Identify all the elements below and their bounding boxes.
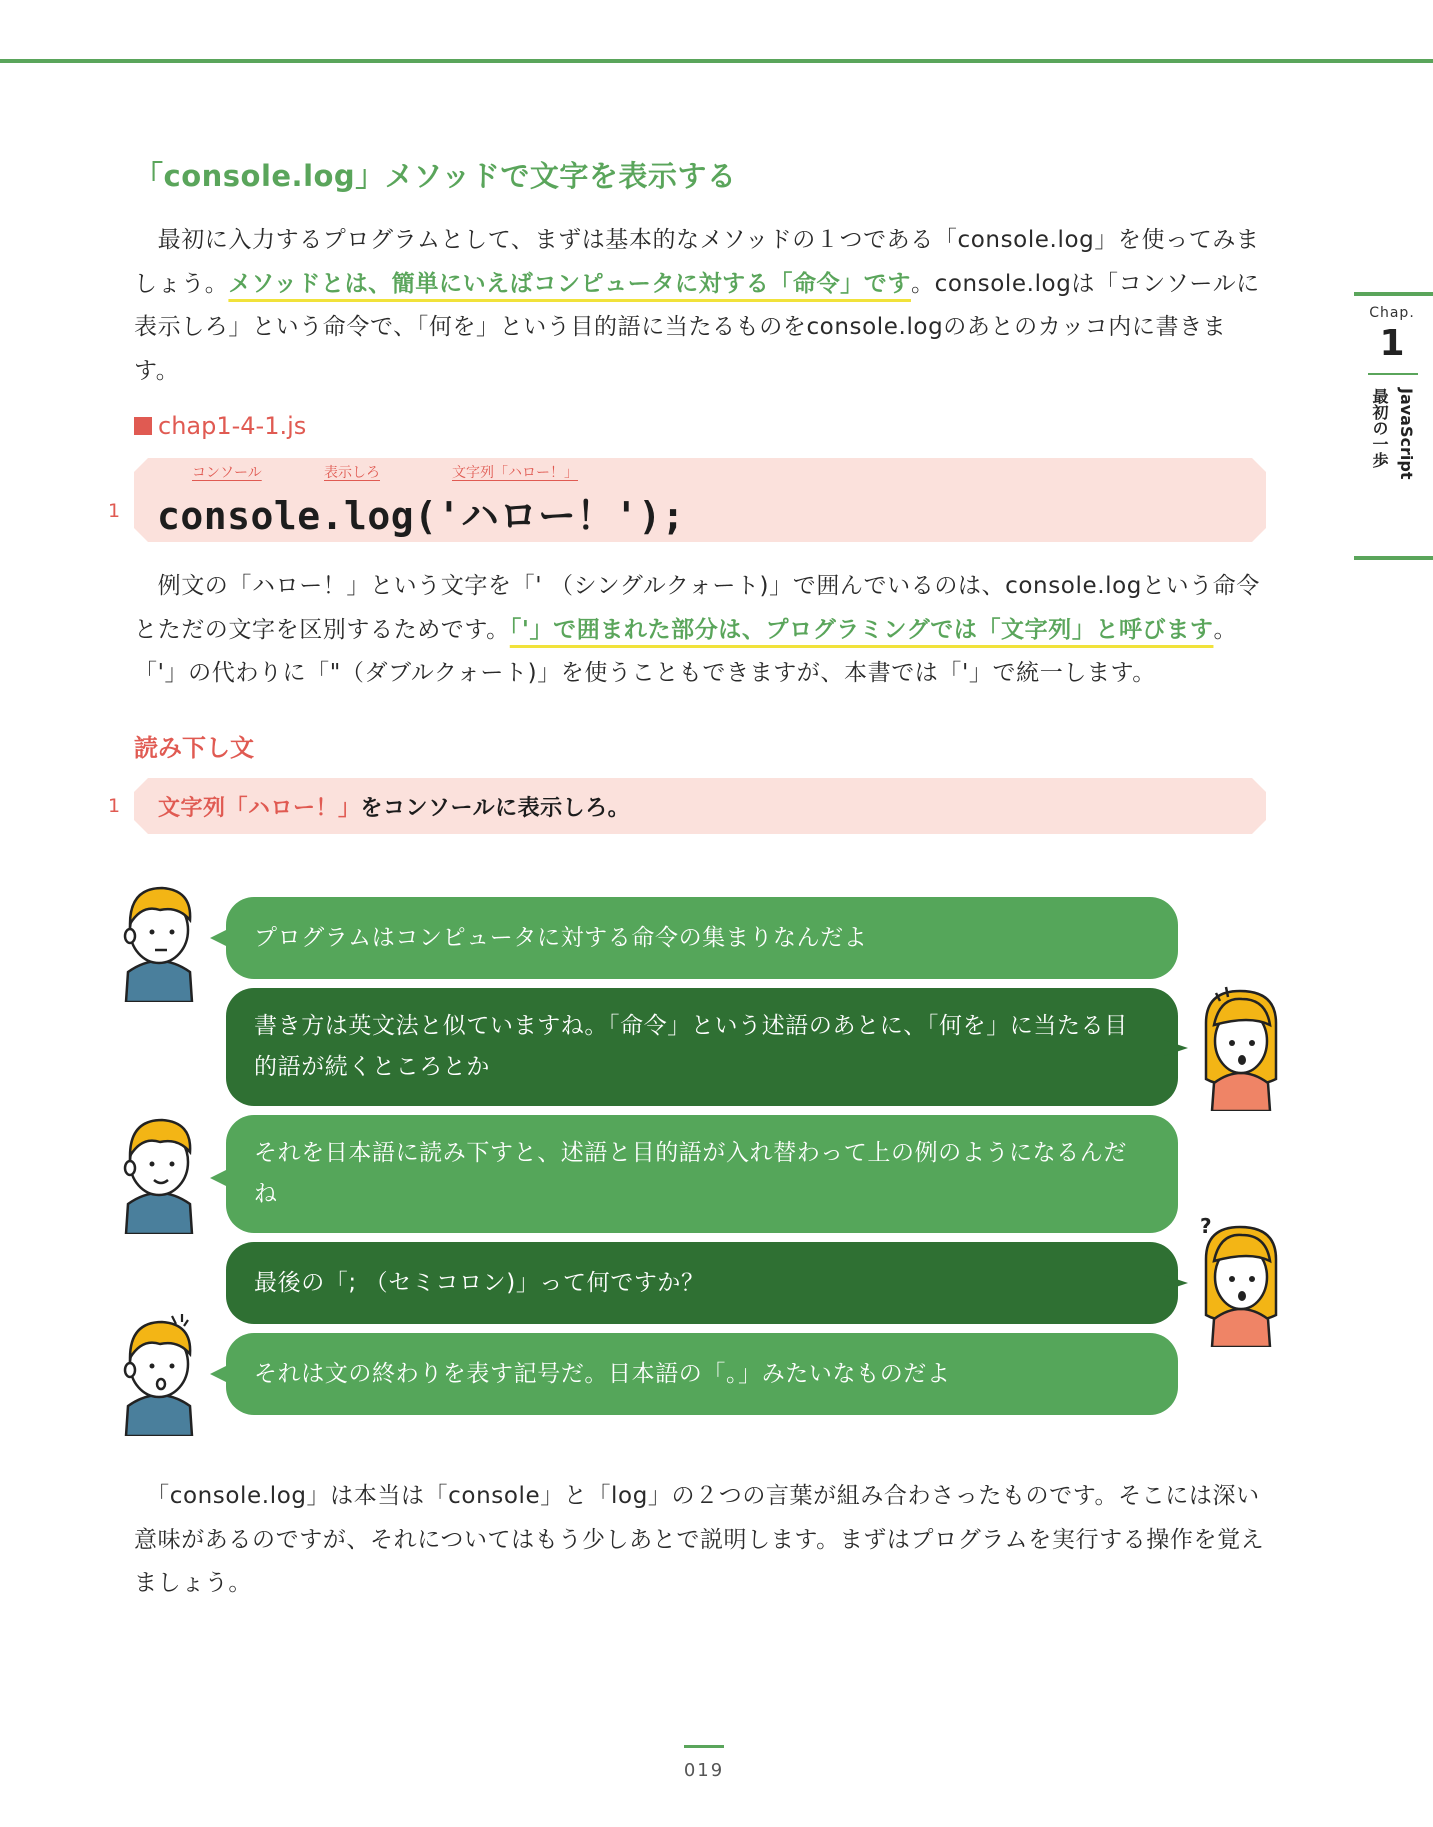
- dialog-text-3: それを日本語に読み下すと、述語と目的語が入れ替わって上の例のようになるんだね: [254, 1140, 1127, 1207]
- dialog-bubble-5: [226, 1333, 1178, 1415]
- code-line: console.log('ハロー！');: [157, 494, 686, 538]
- dialog-text-4: 最後の「; （セミコロン)」って何ですか？: [254, 1269, 705, 1296]
- code-annotation-string: 文字列「ハロー！」: [452, 465, 578, 481]
- code-annotation-console: コンソール: [192, 465, 262, 481]
- intro-paragraph: [134, 219, 1266, 393]
- bubble-tail-3: [210, 1170, 226, 1186]
- code-line-number: 1: [108, 500, 121, 522]
- boy-avatar-2: [118, 1112, 200, 1234]
- bubble-tail-5: [210, 1366, 226, 1382]
- quote-highlight: 「'」で囲まれた部分は、プログラミングでは「文字列」と呼びます: [509, 616, 1214, 643]
- boy-avatar-1: [118, 880, 200, 1002]
- bubble-tail-2: [1164, 1040, 1188, 1056]
- side-tab-chapter-number: 1: [1379, 323, 1405, 364]
- dialog-bubble-2: [226, 988, 1178, 1106]
- dialog-text-2: 書き方は英文法と似ていますね。「命令」という述語のあとに、「何を」に当たる目的語が続くところとか: [254, 1013, 1128, 1080]
- code-file-label: [134, 412, 306, 440]
- side-tab-bottom-rule: [1354, 556, 1433, 560]
- square-bullet-icon: [134, 417, 152, 435]
- side-tab-divider: [1368, 373, 1418, 375]
- closing-paragraph: 「console.log」は本当は「console」と「log」の２つの言葉が組み合わさったものです。そこには深い意味があるのですが、それについてはもう少しあとで説明します。まずはプログラムを実行する操作を覚えましょう。: [134, 1483, 1265, 1596]
- dialog-text-1: プログラムはコンピュータに対する命令の集まりなんだよ: [254, 924, 868, 951]
- girl-avatar-2: [1200, 1215, 1282, 1347]
- intro-text-2: 。console.logは「コンソールに表示しろ」という命令で、「何を」という目的語に当たるものをconsole.logのあとのカッコ内に書きます。: [134, 270, 1260, 384]
- reading-line: [158, 791, 630, 822]
- code-annotation-display: 表示しろ: [324, 465, 380, 481]
- intro-highlight: メソッドとは、簡単にいえばコンピュータに対する「命令」です: [228, 270, 911, 297]
- page-number: 019: [683, 1760, 725, 1781]
- quote-text-1: 例文の「ハロー！」という文字を「' （シングルクォート)」で囲んでいるのは、console.logという命令とただの文字を区別するためです。: [134, 573, 1260, 643]
- dialog-bubble-3: [226, 1115, 1178, 1233]
- girl-avatar-1: [1200, 983, 1282, 1111]
- side-tab-top-rule: [1354, 292, 1433, 296]
- reading-line-red: 文字列「ハロー！」: [158, 796, 361, 821]
- dialog-bubble-1: [226, 897, 1178, 979]
- reading-line-rest: をコンソールに表示しろ。: [360, 796, 631, 821]
- bubble-tail-4: [1164, 1275, 1188, 1291]
- reading-heading: 読み下し文: [134, 734, 254, 762]
- side-tab-title-javascript: JavaScript: [1397, 388, 1416, 480]
- side-tab-chap-label: Chap.: [1369, 305, 1415, 321]
- page-number-rule: [684, 1745, 724, 1748]
- intro-text-1: 最初に入力するプログラムとして、まずは基本的なメソッドの１つである「console.log」を使ってみましょう。: [134, 227, 1260, 297]
- dialog-text-5: それは文の終わりを表す記号だ。日本語の「。」みたいなものだよ: [254, 1360, 951, 1387]
- quote-paragraph: [134, 565, 1266, 696]
- code-file-name: chap1-4-1.js: [158, 412, 307, 440]
- reading-line-number: 1: [108, 795, 121, 817]
- boy-avatar-3: [118, 1312, 200, 1436]
- bubble-tail-1: [210, 930, 226, 946]
- side-tab-title: [1362, 388, 1422, 498]
- dialog-bubble-4: [226, 1242, 1178, 1324]
- side-tab-title-first-step: 最初の一歩: [1370, 388, 1389, 468]
- section-heading: 「console.log」メソッドで文字を表示する: [134, 159, 737, 193]
- top-rule: [0, 59, 1433, 63]
- svg-text:?: ?: [1200, 1215, 1212, 1238]
- quote-text-2: 。「'」の代わりに「"（ダブルクォート)」を使うこともできますが、本書では「'」で統一します。: [134, 616, 1238, 686]
